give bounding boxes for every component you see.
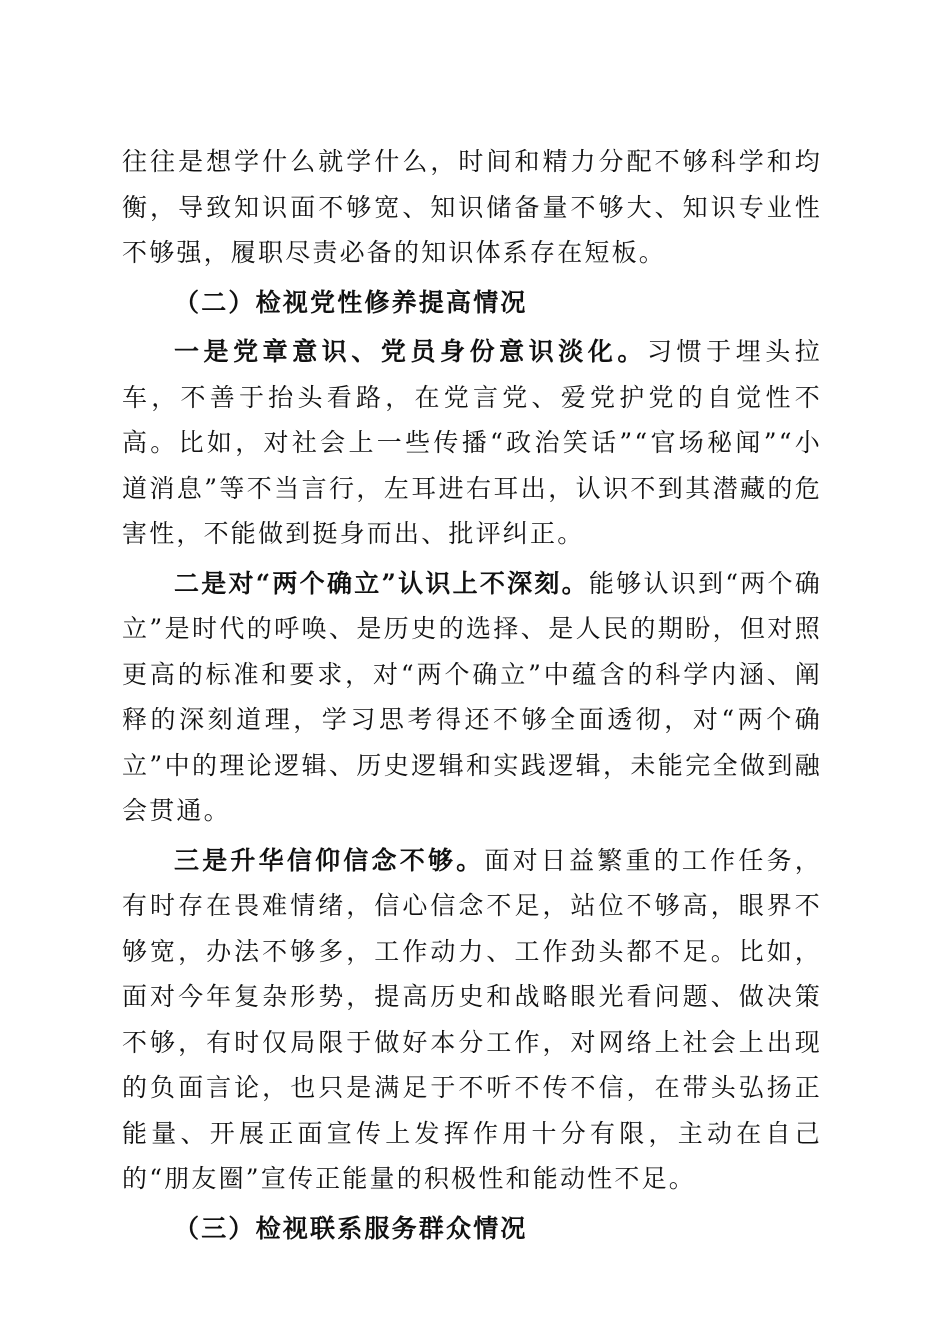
paragraph-point-1	[122, 329, 822, 557]
point-1-lead: 一是党章意识、党员身份意识淡化。	[174, 337, 647, 366]
point-2-body: 能够认识到“两个确立”是时代的呼唤、是历史的选择、是人民的期盼，但对照更高的标准和要求，对“两个确立”中蕴含的科学内涵、阐释的深刻道理，学习思考得还不够全面透彻，对“两个确立”中的理论逻辑、历史逻辑和实践逻辑，未能完全做到融会贯通。	[122, 568, 822, 825]
paragraph-point-2	[122, 561, 822, 834]
paragraph-continuation: 往往是想学什么就学什么，时间和精力分配不够科学和均衡，导致知识面不够宽、知识储备量不够大、知识专业性不够强，履职尽责必备的知识体系存在短板。	[122, 147, 822, 267]
point-1-body: 习惯于埋头拉车，不善于抬头看路，在党言党、爱党护党的自觉性不高。比如，对社会上一些传播“政治笑话”“官场秘闻”“小道消息”等不当言行，左耳进右耳出，认识不到其潜藏的危害性，不能做到挺身而出、批评纠正。	[122, 337, 823, 548]
section-heading-3: （三）检视联系服务群众情况	[174, 1213, 528, 1243]
paragraph-point-3	[122, 838, 822, 1202]
point-3-lead: 三是升华信仰信念不够。	[174, 845, 485, 875]
point-2-lead: 二是对“两个确立”认识上不深刻。	[174, 568, 589, 598]
point-3-body: 面对日益繁重的工作任务，有时存在畏难情绪，信心信念不足，站位不够高，眼界不够宽，办法不够多，工作动力、工作劲头都不足。比如，面对今年复杂形势，提高历史和战略眼光看问题、做决策不够，有时仅局限于做好本分工作，对网络上社会上出现的负面言论，也只是满足于不听不传不信，在带头弘扬正能量、开展正面宣传上发挥作用十分有限，主动在自己的“朋友圈”宣传正能量的积极性和能动性不足。	[122, 845, 823, 1193]
section-heading-2: （二）检视党性修养提高情况	[174, 287, 528, 317]
document-body	[122, 139, 822, 1255]
